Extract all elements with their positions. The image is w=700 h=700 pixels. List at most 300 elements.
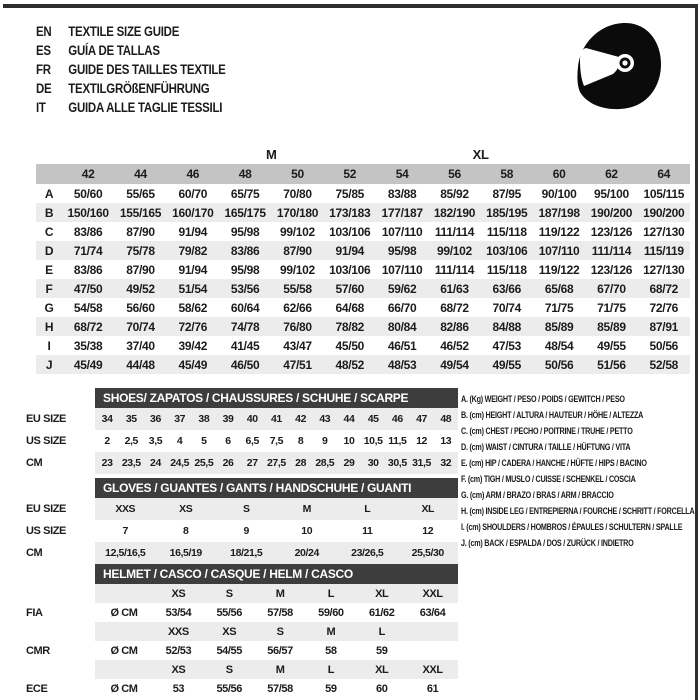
helmet-size-cell: 61/62: [368, 606, 395, 619]
helmet-size-cell: 53: [172, 682, 185, 695]
size-cell: 2,5: [124, 435, 138, 447]
group-spacer: [638, 144, 690, 164]
size-value: 78/82: [324, 317, 376, 336]
size-cell: S: [216, 498, 277, 520]
helmet-size-cell: 52/53: [165, 644, 192, 657]
size-cell: 25,5/30: [398, 542, 459, 564]
size-value: 44/48: [114, 355, 166, 374]
size-value: 87/95: [492, 186, 522, 201]
standard-name-fia: FIA: [25, 603, 95, 622]
size-cell: XS: [156, 498, 217, 520]
size-value: 115/119: [638, 241, 690, 260]
size-cell: 11,5: [388, 435, 407, 447]
size-value: 51/56: [585, 355, 637, 374]
size-cell: 37: [168, 408, 192, 430]
spacer-cell: [95, 584, 153, 603]
size-value: 95/98: [376, 241, 428, 260]
size-value: 187/198: [533, 203, 585, 222]
size-value: 87/90: [126, 224, 155, 239]
legend-item: G. (cm) ARM / BRAZO / BRAS / ARM / BRACCIO: [461, 490, 614, 500]
helmet-size-cell: 57/58: [267, 682, 293, 695]
size-value: 82/86: [428, 317, 480, 336]
helmet-size-label: M: [305, 622, 356, 641]
helmet-size-cell: 57/58: [267, 606, 293, 619]
size-value: 63/66: [481, 279, 533, 298]
size-value: 83/88: [387, 186, 417, 201]
size-value: 41/45: [230, 338, 260, 353]
size-value: 48/53: [376, 355, 428, 374]
size-value: 170/180: [271, 203, 323, 222]
helmet-size-cell: 59: [325, 682, 337, 695]
diameter-label: Ø CM: [110, 606, 138, 619]
size-value: 35/38: [73, 338, 103, 353]
helmet-size-label: XXL: [407, 584, 458, 603]
size-value: 55/65: [126, 186, 155, 201]
size-cell: 9: [322, 435, 328, 447]
helmet-size-cell: [407, 641, 458, 660]
row-label-b: B: [36, 203, 62, 222]
size-value: 68/72: [638, 279, 690, 298]
size-value: 85/89: [585, 317, 637, 336]
measurement-row: [36, 260, 690, 279]
size-value: 71/74: [62, 241, 114, 260]
measurement-row: [36, 298, 690, 317]
group-spacer: [36, 144, 114, 164]
size-value: 67/70: [585, 279, 637, 298]
helmet-size-label: S: [204, 660, 255, 679]
size-value: 105/115: [643, 186, 685, 201]
measurement-row: [36, 222, 690, 241]
size-cell: 42: [289, 408, 313, 430]
helmet-size-label: S: [204, 584, 255, 603]
size-value: 47/53: [492, 338, 522, 353]
size-value: 60/70: [178, 186, 208, 201]
size-value: 57/60: [324, 279, 376, 298]
size-value: 50/60: [73, 186, 103, 201]
size-value: 173/183: [324, 203, 376, 222]
size-value: 58/62: [178, 300, 208, 315]
size-value: 111/114: [434, 224, 475, 239]
size-value: 119/122: [538, 262, 580, 277]
size-value: 68/72: [62, 317, 114, 336]
language-code: EN: [36, 24, 52, 39]
shoes-section-header: SHOES/ ZAPATOS / CHAUSSURES / SCHUHE / SCARPE: [95, 388, 458, 408]
language-code: FR: [36, 62, 51, 77]
size-value: 79/82: [167, 241, 219, 260]
legend-item: A. (Kg) WEIGHT / PESO / POIDS / GEWITCH / PESO: [461, 394, 625, 404]
size-cell: L: [337, 498, 398, 520]
size-cell: 31,5: [409, 452, 433, 474]
size-cell: 10: [301, 525, 313, 537]
size-value: 177/187: [376, 203, 428, 222]
size-cell: 5: [201, 435, 207, 447]
table-row: [25, 498, 458, 520]
size-value: 75/85: [335, 186, 365, 201]
helmet-size-cell: 56/57: [267, 644, 293, 657]
language-row: [36, 60, 226, 79]
size-cell: 35: [119, 408, 143, 430]
size-value: 49/55: [481, 355, 533, 374]
frame-right-border: [695, 4, 698, 700]
size-number: 46: [167, 164, 219, 184]
helmet-size-label: M: [255, 584, 306, 603]
table-row: [25, 520, 458, 542]
size-cell: 30: [361, 452, 385, 474]
size-number: 50: [271, 164, 323, 184]
size-value: 85/89: [533, 317, 585, 336]
size-value: 53/56: [219, 279, 271, 298]
size-cell: 43: [313, 408, 337, 430]
helmet-size-label: XS: [153, 584, 204, 603]
size-group-m: M: [219, 144, 324, 164]
size-value: 70/74: [114, 317, 166, 336]
size-cell: 29: [337, 452, 361, 474]
size-number: 60: [533, 164, 585, 184]
size-value: 43/47: [283, 338, 312, 353]
size-value: 103/106: [481, 241, 533, 260]
table-row: [25, 452, 458, 474]
helmet-value-row: [25, 603, 458, 622]
diameter-label: Ø CM: [110, 682, 138, 695]
helmet-size-label: XXL: [407, 660, 458, 679]
size-cell: 8: [183, 525, 189, 537]
size-value: 60/64: [230, 300, 260, 315]
size-number: 42: [62, 164, 114, 184]
size-cell: 27: [240, 452, 264, 474]
helmet-value-row: [25, 641, 458, 660]
size-cell: 12,5/16,5: [95, 542, 156, 564]
row-label: US SIZE: [25, 430, 95, 452]
row-label: US SIZE: [25, 520, 95, 542]
size-value: 155/165: [114, 203, 166, 222]
helmet-size-cell: 55/56: [216, 606, 242, 619]
size-cell: 3,5: [148, 435, 163, 447]
size-value: 123/126: [590, 262, 633, 277]
size-value: 99/102: [280, 224, 315, 239]
row-label-h: H: [36, 317, 62, 336]
size-group-xl: XL: [428, 144, 533, 164]
size-cell: 10,5: [363, 435, 383, 447]
measurement-row: [36, 279, 690, 298]
table-row: [25, 408, 458, 430]
size-value: 52/58: [638, 355, 690, 374]
size-cell: 46: [385, 408, 409, 430]
size-cell: 47: [409, 408, 433, 430]
size-cell: 41: [264, 408, 288, 430]
size-value: 66/70: [387, 300, 417, 315]
size-cell: 48: [434, 408, 458, 430]
size-value: 127/130: [643, 224, 685, 239]
helmet-size-cell: 63/64: [419, 606, 446, 619]
row-label: EU SIZE: [25, 408, 95, 430]
helmet-table: [25, 584, 458, 698]
size-cell: 45: [361, 408, 385, 430]
size-number: 48: [219, 164, 271, 184]
size-cell: 38: [192, 408, 216, 430]
language-row: [36, 79, 226, 98]
size-value: 39/42: [178, 338, 208, 353]
size-cell: XL: [398, 498, 459, 520]
size-cell: 34: [95, 408, 119, 430]
size-number: 54: [376, 164, 428, 184]
size-cell: 16,5/19: [156, 542, 217, 564]
size-cell: 26: [216, 452, 240, 474]
size-value: 95/98: [230, 224, 260, 239]
language-title: TEXTILGRÖßENFÜHRUNG: [68, 81, 210, 96]
legend-item: E. (cm) HIP / CADERA / HANCHE / HÜFTE / HIPS / BACINO: [461, 458, 647, 468]
size-value: 103/106: [329, 262, 371, 277]
size-cell: 32: [434, 452, 458, 474]
helmet-size-cell: 55/56: [216, 682, 242, 695]
spacer-cell: [25, 660, 95, 679]
measurement-row: [36, 203, 690, 222]
size-value: 54/58: [73, 300, 103, 315]
size-value: 65/68: [533, 279, 585, 298]
helmet-section: [25, 564, 458, 698]
size-value: 45/49: [167, 355, 219, 374]
helmet-size-label: XXS: [153, 622, 204, 641]
size-value: 72/76: [167, 317, 219, 336]
size-value: 37/40: [126, 338, 155, 353]
size-value: 83/86: [219, 241, 271, 260]
size-group-l: L: [324, 144, 429, 164]
measurement-row: [36, 241, 690, 260]
size-cell: 44: [337, 408, 361, 430]
helmet-size-label: XL: [356, 660, 407, 679]
size-value: 107/110: [381, 262, 423, 277]
size-group-xxl: XXL: [533, 144, 638, 164]
size-value: 75/78: [114, 241, 166, 260]
row-label-j: J: [36, 355, 62, 374]
size-value: 84/88: [481, 317, 533, 336]
language-row: [36, 98, 226, 117]
legend-item: H. (cm) INSIDE LEG / ENTREPIERNA / FOURCHE / SCHRITT / FORCELLA: [461, 506, 695, 516]
helmet-icon: [568, 16, 668, 121]
size-cell: 27,5: [264, 452, 288, 474]
legend-item: C. (cm) CHEST / PECHO / POITRINE / TRUHE / PETTO: [461, 426, 633, 436]
size-value: 49/55: [597, 338, 626, 353]
size-value: 46/51: [387, 338, 417, 353]
size-cell: 18/21,5: [216, 542, 277, 564]
row-label: CM: [25, 542, 95, 564]
row-label-c: C: [44, 224, 54, 239]
size-value: 87/90: [271, 241, 323, 260]
size-number: 52: [324, 164, 376, 184]
size-cell: 9: [243, 525, 249, 537]
size-cell: 23/26,5: [337, 542, 398, 564]
main-size-table: [36, 144, 690, 374]
table-row: [25, 542, 458, 564]
legend-item: F. (cm) TIGH / MUSLO / CUISSE / SCHENKEL / COSCIA: [461, 474, 636, 484]
helmet-size-label: M: [255, 660, 306, 679]
size-value: 70/74: [492, 300, 522, 315]
helmet-size-label: L: [305, 584, 356, 603]
helmet-size-label: S: [255, 622, 306, 641]
size-cell: 13: [440, 435, 452, 447]
size-number: 64: [638, 164, 690, 184]
row-label-f: F: [36, 279, 62, 298]
size-value: 46/52: [440, 338, 469, 353]
language-title: GUÍA DE TALLAS: [68, 43, 160, 58]
spacer-cell: [25, 622, 95, 641]
size-value: 80/84: [376, 317, 428, 336]
helmet-size-cell: 60: [376, 682, 388, 695]
size-value: 61/63: [428, 279, 480, 298]
row-label-a: A: [44, 186, 54, 201]
legend-item: I. (cm) SHOULDERS / HOMBROS / ÉPAULES / SCHULTERN / SPALLE: [461, 522, 683, 532]
size-value: 91/94: [178, 262, 208, 277]
size-value: 46/50: [219, 355, 271, 374]
size-cell: 6,5: [245, 435, 259, 447]
language-row: [36, 41, 226, 60]
size-value: 48/52: [324, 355, 376, 374]
size-value: 83/86: [73, 262, 103, 277]
size-cell: 20/24: [277, 542, 338, 564]
size-cell: 25,5: [192, 452, 216, 474]
size-cell: 23,5: [119, 452, 143, 474]
size-value: 45/49: [62, 355, 114, 374]
size-cell: 8: [297, 435, 304, 447]
size-value: 49/54: [428, 355, 480, 374]
measurement-row: [36, 317, 690, 336]
size-value: 111/114: [585, 241, 637, 260]
size-value: 62/66: [283, 300, 312, 315]
row-label: EU SIZE: [25, 498, 95, 520]
size-cell: 40: [240, 408, 264, 430]
standard-name-ece: ECE: [25, 679, 95, 698]
size-value: 45/50: [335, 338, 365, 353]
helmet-size-cell: 59: [376, 644, 388, 657]
size-cell: 24: [143, 452, 167, 474]
size-value: 71/75: [597, 300, 626, 315]
size-value: 91/94: [324, 241, 376, 260]
size-value: 87/91: [638, 317, 690, 336]
row-label-d: D: [36, 241, 62, 260]
size-value: 99/102: [280, 262, 315, 277]
size-value: 48/54: [544, 338, 574, 353]
helmet-size-label: XL: [356, 584, 407, 603]
size-value: 50/56: [649, 338, 679, 353]
helmet-size-cell: 53/54: [165, 606, 192, 619]
size-value: 115/118: [486, 262, 527, 277]
size-value: 90/100: [541, 186, 577, 201]
size-value: 71/75: [544, 300, 574, 315]
size-value: 123/126: [590, 224, 633, 239]
size-value: 111/114: [434, 262, 475, 277]
legend-item: J. (cm) BACK / ESPALDA / DOS / ZURÜCK / INDIETRO: [461, 538, 634, 548]
size-value: 115/118: [486, 224, 527, 239]
helmet-size-cell: 54/55: [216, 644, 242, 657]
size-cell: 30,5: [385, 452, 409, 474]
size-value: 150/160: [62, 203, 114, 222]
size-cell: 11: [362, 525, 373, 537]
size-cell: 28,5: [313, 452, 337, 474]
helmet-size-label: XS: [204, 622, 255, 641]
gloves-section: [25, 478, 458, 564]
size-value: 87/90: [126, 262, 155, 277]
size-cell: 2: [104, 435, 110, 447]
row-label: CM: [25, 452, 95, 474]
table-row: [25, 430, 458, 452]
language-title: GUIDE DES TAILLES TEXTILE: [68, 62, 226, 77]
size-value: 70/80: [283, 186, 312, 201]
helmet-size-cell: 61: [426, 682, 439, 695]
size-value: 182/190: [428, 203, 480, 222]
measurement-legend: [461, 391, 695, 551]
size-value: 103/106: [329, 224, 371, 239]
spacer-cell: [95, 660, 153, 679]
size-value: 68/72: [440, 300, 469, 315]
row-label-spacer: [36, 164, 62, 184]
size-cell: 23: [95, 452, 119, 474]
size-value: 49/52: [114, 279, 166, 298]
size-value: 165/175: [219, 203, 271, 222]
helmet-size-label: [407, 622, 458, 641]
size-value: 107/110: [381, 224, 423, 239]
size-value: 91/94: [178, 224, 208, 239]
spacer-cell: [25, 584, 95, 603]
helmet-size-label-row: [25, 584, 458, 603]
legend-item: D. (cm) WAIST / CINTURA / TAILLE / HÜFTUNG / VITA: [461, 442, 631, 452]
language-code: ES: [36, 43, 51, 58]
size-cell: 12: [416, 435, 427, 447]
size-value: 47/50: [62, 279, 114, 298]
size-number: 62: [585, 164, 637, 184]
language-title: TEXTILE SIZE GUIDE: [68, 24, 180, 39]
diameter-label: Ø CM: [110, 644, 138, 657]
size-value: 56/60: [126, 300, 155, 315]
size-cell: M: [277, 498, 338, 520]
measurement-row: [36, 184, 690, 203]
language-title: GUIDA ALLE TAGLIE TESSILI: [68, 100, 223, 115]
size-value: 127/130: [643, 262, 685, 277]
size-number: 44: [114, 164, 166, 184]
helmet-size-label: L: [305, 660, 356, 679]
size-cell: 10: [343, 435, 355, 447]
row-label-i: I: [47, 338, 51, 353]
size-value: 85/92: [440, 186, 469, 201]
helmet-section-header: HELMET / CASCO / CASQUE / HELM / CASCO: [95, 564, 458, 584]
helmet-size-label: L: [356, 622, 407, 641]
frame-top-border: [3, 4, 698, 8]
size-cell: 36: [143, 408, 167, 430]
size-cell: 4: [176, 435, 183, 447]
language-code: IT: [36, 100, 46, 115]
language-code: DE: [36, 81, 52, 96]
size-value: 72/76: [649, 300, 679, 315]
size-value: 50/56: [533, 355, 585, 374]
row-label-g: G: [44, 300, 54, 315]
language-row: [36, 22, 226, 41]
size-value: 99/102: [428, 241, 480, 260]
helmet-value-row: [25, 679, 458, 698]
size-value: 95/98: [230, 262, 260, 277]
helmet-size-label-row: [25, 660, 458, 679]
size-value: 47/51: [271, 355, 323, 374]
language-title-list: [36, 22, 226, 117]
spacer-cell: [95, 622, 153, 641]
helmet-size-cell: 59/60: [318, 606, 344, 619]
size-value: 51/54: [167, 279, 219, 298]
size-cell: 24,5: [168, 452, 192, 474]
gloves-table: [25, 498, 458, 564]
size-value: 190/200: [638, 203, 690, 222]
size-value: 190/200: [585, 203, 637, 222]
size-value: 83/86: [73, 224, 103, 239]
size-value: 74/78: [219, 317, 271, 336]
size-value: 55/58: [271, 279, 323, 298]
size-cell: 7,5: [269, 435, 284, 447]
